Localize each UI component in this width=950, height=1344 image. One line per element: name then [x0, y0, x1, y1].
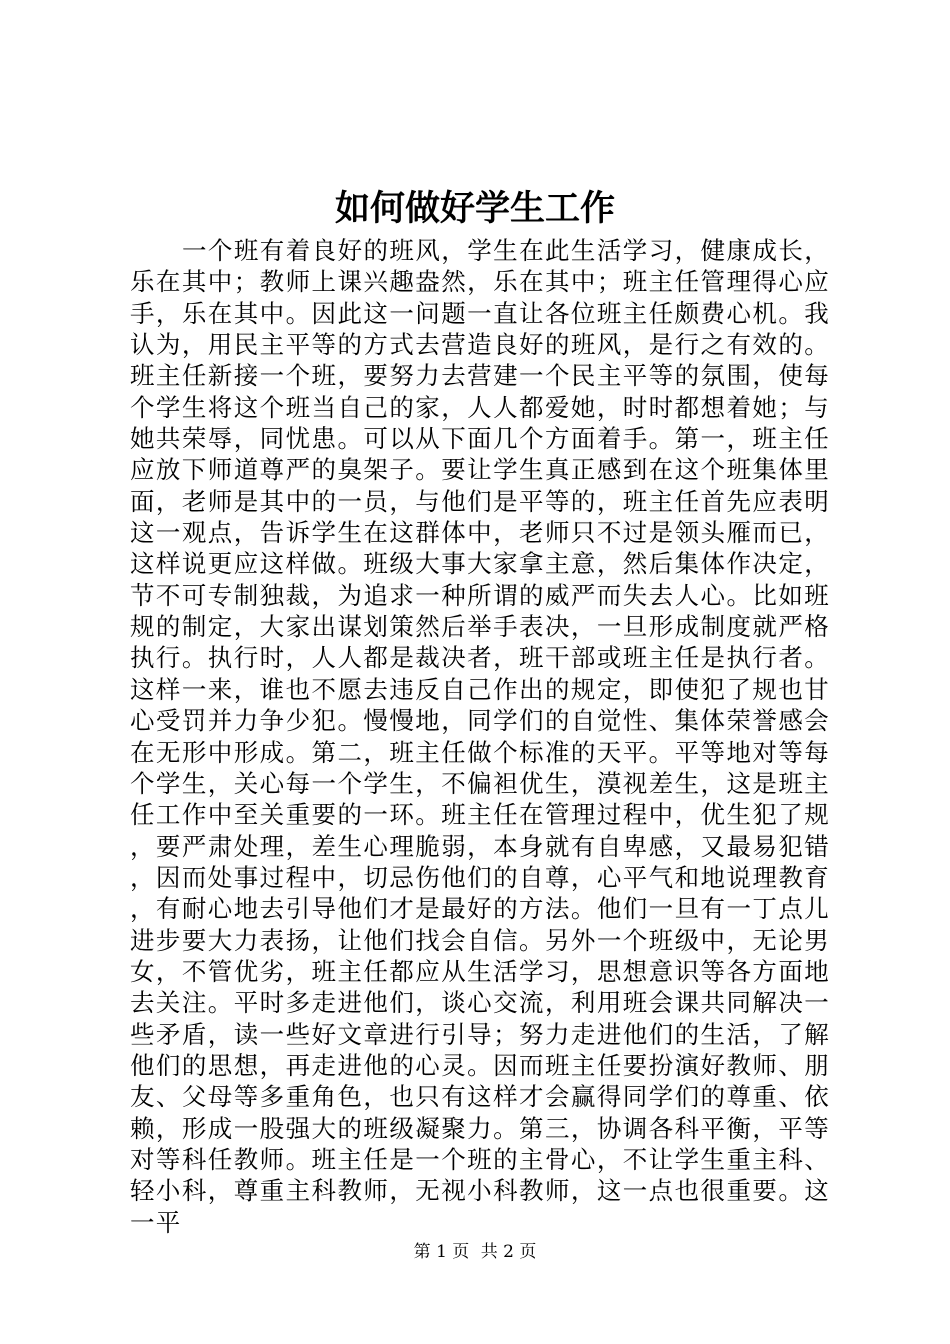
page-footer	[0, 1240, 950, 1264]
page-total: 共 2 页	[480, 1242, 537, 1262]
page-number: 第 1 页	[413, 1242, 470, 1262]
document-body-paragraph: 一个班有着良好的班风，学生在此生活学习，健康成长，乐在其中；教师上课兴趣盎然，乐在其中；班主任管理得心应手，乐在其中。因此这一问题一直让各位班主任颇费心机。我认为，用民主平等的方式去营造良好的班风，是行之有效的。班主任新接一个班，要努力去营建一个民主平等的氛围，使每个学生将这个班当自己的家，人人都爱她，时时都想着她；与她共荣辱，同忧患。可以从下面几个方面着手。第一，班主任应放下师道尊严的臭架子。要让学生真正感到在这个班集体里面，老师是其中的一员，与他们是平等的，班主任首先应表明这一观点，告诉学生在这群体中，老师只不过是领头雁而已，这样说更应这样做。班级大事大家拿主意，然后集体作决定，节不可专制独裁，为追求一种所谓的威严而失去人心。比如班规的制定，大家出谋划策然后举手表决，一旦形成制度就严格执行。执行时，人人都是裁决者，班干部或班主任是执行者。这样一来，谁也不愿去违反自己作出的规定，即使犯了规也甘心受罚并力争少犯。慢慢地，同学们的自觉性、集体荣誉感会在无形中形成。第二，班主任做个标准的天平。平等地对等每个学生，关心每一个学生，不偏袒优生，漠视差生，这是班主任工作中至关重要的一环。班主任在管理过程中，优生犯了规，要严肃处理，差生心理脆弱，本身就有自卑感，又最易犯错，因而处事过程中，切忌伤他们的自尊，心平气和地说理教育，有耐心地去引导他们才是最好的方法。他们一旦有一丁点儿进步要大力表扬，让他们找会自信。另外一个班级中，无论男女，不管优劣，班主任都应从生活学习，思想意识等各方面地去关注。平时多走进他们，谈心交流，利用班会课共同解决一些矛盾，读一些好文章进行引导；努力走进他们的生活，了解他们的思想，再走进他的心灵。因而班主任要扮演好教师、朋友、父母等多重角色，也只有这样才会赢得同学们的尊重、依赖，形成一股强大的班级凝聚力。第三，协调各科平衡，平等对等科任教师。班主任是一个班的主骨心，不让学生重主科、轻小科，尊重主科教师，无视小科教师，这一点也很重要。这一平	[130, 236, 830, 1237]
document-title: 如何做好学生工作	[334, 188, 615, 229]
